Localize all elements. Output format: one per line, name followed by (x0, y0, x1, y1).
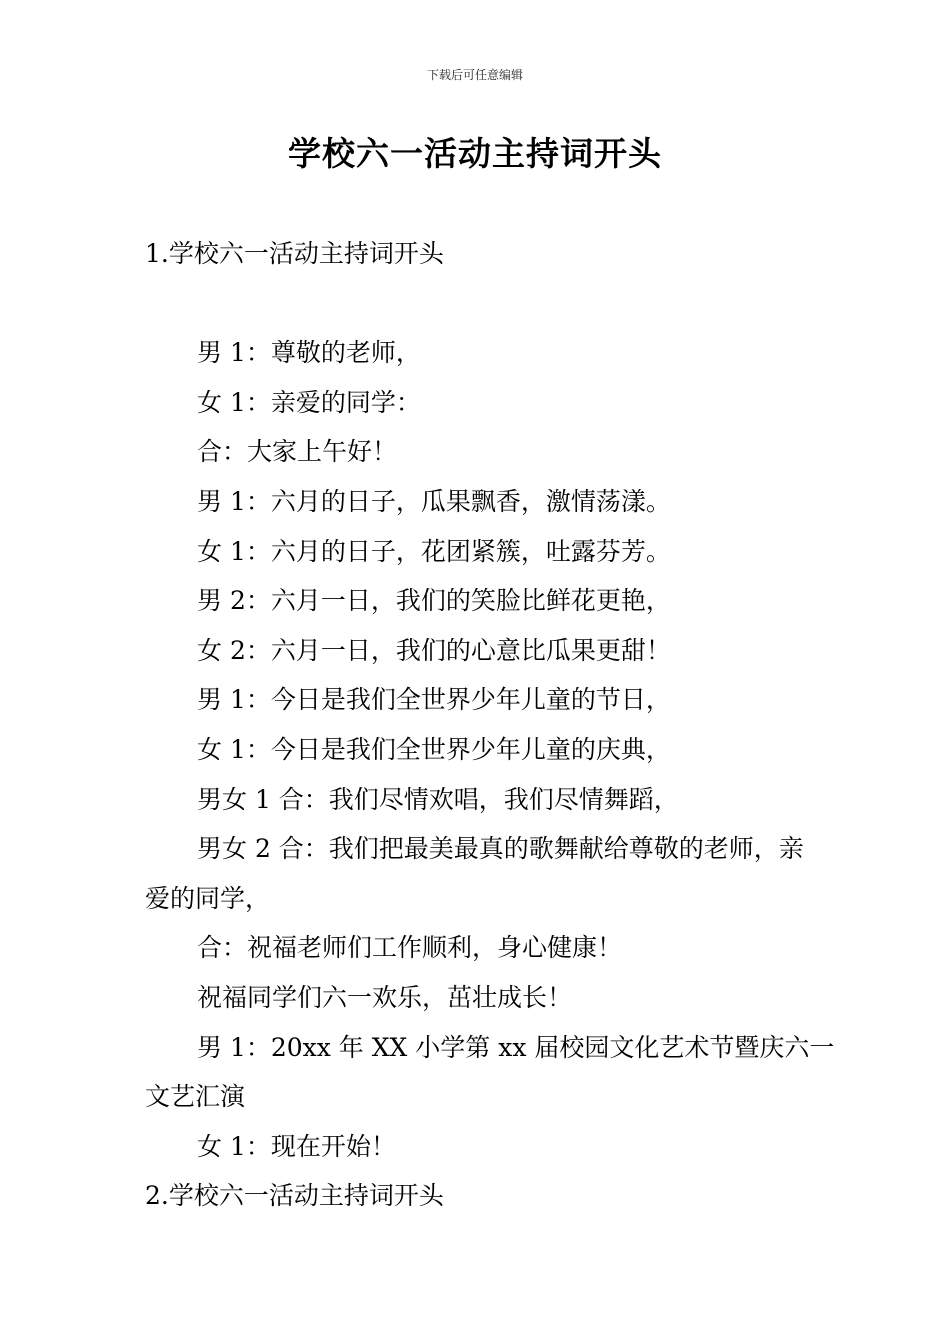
section-heading-2: 2.学校六一活动主持词开头 (145, 1181, 444, 1210)
dialogue-line: 男女 1 合：我们尽情欢唱，我们尽情舞蹈， (197, 785, 679, 814)
dialogue-line: 女 1：现在开始！ (197, 1132, 396, 1161)
dialogue-line: 合：大家上午好！ (197, 437, 398, 466)
dialogue-line-continuation: 文艺汇演 (145, 1082, 246, 1111)
dialogue-line: 男 2：六月一日，我们的笑脸比鲜花更艳， (197, 586, 671, 615)
dialogue-line-continuation: 爱的同学， (145, 884, 271, 913)
dialogue-line: 女 1：今日是我们全世界少年儿童的庆典， (197, 735, 671, 764)
dialogue-line: 男 1：20xx 年 XX 小学第 xx 届校园文化艺术节暨庆六一 (197, 1033, 835, 1062)
dialogue-line: 合：祝福老师们工作顺利，身心健康！ (197, 933, 623, 962)
document-title: 学校六一活动主持词开头 (288, 134, 662, 173)
dialogue-line: 男 1：尊敬的老师， (197, 338, 421, 367)
dialogue-line: 祝福同学们六一欢乐，茁壮成长！ (197, 983, 573, 1012)
dialogue-line: 女 1：亲爱的同学： (197, 388, 421, 417)
dialogue-line: 女 1：六月的日子，花团紧簇，吐露芬芳。 (197, 537, 671, 566)
dialogue-line: 男女 2 合：我们把最美最真的歌舞献给尊敬的老师，亲 (197, 834, 804, 863)
dialogue-line: 男 1：今日是我们全世界少年儿童的节日， (197, 685, 671, 714)
header-note: 下载后可任意编辑 (426, 68, 523, 82)
dialogue-line: 女 2：六月一日，我们的心意比瓜果更甜！ (197, 636, 671, 665)
section-heading-1: 1.学校六一活动主持词开头 (145, 239, 444, 268)
dialogue-line: 男 1：六月的日子，瓜果飘香，激情荡漾。 (197, 487, 671, 516)
